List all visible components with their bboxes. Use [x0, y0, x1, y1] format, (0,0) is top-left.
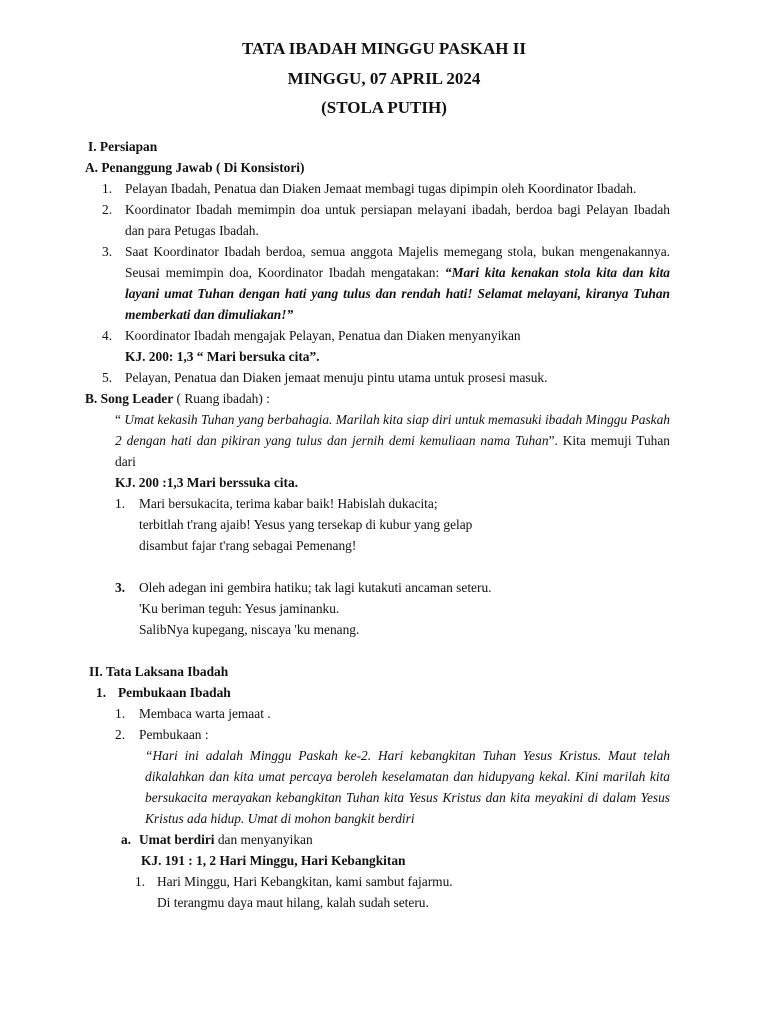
song-leader-quote	[85, 409, 670, 472]
verse-lines	[139, 493, 670, 556]
verse-line: Mari bersukacita, terima kabar baik! Habislah dukacita;	[139, 496, 438, 511]
instruction	[85, 829, 670, 850]
title-line-1: TATA IBADAH MINGGU PASKAH II	[242, 39, 526, 58]
list-item	[85, 178, 670, 199]
section-2-heading: II. Tata Laksana Ibadah	[89, 664, 229, 679]
verse-line: terbitlah t'rang ajaib! Yesus yang tersekap di kubur yang gelap	[139, 517, 473, 532]
section-1-heading: I. Persiapan	[88, 139, 158, 154]
document-title	[0, 34, 768, 123]
verse-line: Hari Minggu, Hari Kebangkitan, kami sambut fajarmu.	[157, 874, 453, 889]
item-text: Pelayan, Penatua dan Diaken jemaat menuju pintu utama untuk prosesi masuk.	[125, 370, 548, 385]
list-item	[85, 241, 670, 325]
list-item	[85, 724, 670, 745]
part-b-heading	[85, 388, 670, 409]
item-number: 3.	[102, 244, 113, 259]
verse-line: disambut fajar t'rang sebagai Pemenang!	[139, 538, 357, 553]
opening-quote: “Hari ini adalah Minggu Paskah ke-2. Hari kebangkitan Tuhan Yesus Kristus. Maut telah dikalahkan dan kita umat percaya beroleh keselamatan dan hidupyang kekal. Kini marilah kita bersukacita merayakan kebangkitan Tuhan kita Yesus Kristus dan kita meyakini di dalam Yesus Kristus ada hidup. Umat di mohon bangkit berdiri	[145, 748, 670, 826]
verse-line: Oleh adegan ini gembira hatiku; tak lagi kutakuti ancaman seteru.	[139, 580, 492, 595]
item-number: 4.	[102, 328, 113, 343]
verse-number: 1.	[135, 874, 146, 889]
song-reference: KJ. 200 :1,3 Mari berssuka cita.	[115, 475, 298, 490]
list-item	[85, 325, 670, 367]
item-text: Pembukaan :	[139, 727, 209, 742]
song-reference: KJ. 191 : 1, 2 Hari Minggu, Hari Kebangkitan	[141, 853, 406, 868]
document-body	[85, 136, 670, 913]
list-item	[85, 367, 670, 388]
verse-lines	[157, 871, 670, 913]
part-b-title: B. Song Leader	[85, 391, 174, 406]
title-line-3: (STOLA PUTIH)	[321, 98, 447, 117]
part-b-note: ( Ruang ibadah) :	[173, 391, 270, 406]
verse	[85, 577, 670, 640]
item-text	[125, 241, 670, 325]
verse-lines	[139, 577, 670, 640]
item-number: 1.	[102, 181, 113, 196]
list-item	[85, 199, 670, 241]
verse-line: 'Ku beriman teguh: Yesus jaminanku.	[139, 601, 340, 616]
item-text: Pelayan Ibadah, Penatua dan Diaken Jemaat membagi tugas dipimpin oleh Koordinator Ibadah.	[125, 181, 637, 196]
title-line-2: MINGGU, 07 APRIL 2024	[287, 68, 481, 88]
item-number: 1.	[115, 706, 126, 721]
quote-close: ”. Kita memuji Tuhan dari	[115, 433, 670, 469]
blessing-quote: “Mari kita kenakan stola kita dan kita layani umat Tuhan dengan hati yang tulus dan rendah hati! Selamat melayani, kiranya Tuhan memberkati dan dimuliakan!”	[125, 265, 671, 322]
item-text	[125, 325, 670, 367]
verse	[85, 871, 670, 913]
item-number: 2.	[102, 202, 113, 217]
list-item	[85, 703, 670, 724]
verse-number: 1.	[115, 496, 126, 511]
item-text: Membaca warta jemaat .	[139, 706, 271, 721]
item-text: Koordinator Ibadah memimpin doa untuk persiapan melayani ibadah, berdoa bagi Pelayan Ibadah dan para Petugas Ibadah.	[125, 202, 670, 238]
song-reference: KJ. 200: 1,3 “ Mari bersuka cita”.	[125, 349, 320, 364]
quote-open: “	[115, 412, 125, 427]
quote-text: Umat kekasih Tuhan yang berbahagia. Marilah kita siap diri untuk memasuki ibadah Minggu Paskah 2 dengan hati dan pikiran yang tulus dan jernih demi kemuliaan nama Tuhan	[115, 412, 670, 448]
item-text-plain: Koordinator Ibadah mengajak Pelayan, Penatua dan Diaken menyanyikan	[125, 328, 521, 343]
item-text-plain: Saat Koordinator Ibadah berdoa, semua anggota Majelis memegang stola, bukan mengenakannya. Seusai memimpin doa, Koordinator Ibadah mengatakan:	[125, 244, 670, 280]
part-a-heading: A. Penanggung Jawab ( Di Konsistori)	[85, 160, 305, 175]
item-number: 5.	[102, 370, 113, 385]
verse-line: Di terangmu daya maut hilang, kalah sudah seteru.	[157, 895, 429, 910]
subsection-title: Pembukaan Ibadah	[118, 685, 231, 700]
instruction-rest: dan menyanyikan	[214, 832, 313, 847]
verse	[85, 493, 670, 556]
verse-line: SalibNya kupegang, niscaya 'ku menang.	[139, 622, 360, 637]
item-number: 2.	[115, 727, 126, 742]
instruction-bold: Umat berdiri	[139, 832, 215, 847]
instruction-letter: a.	[121, 832, 132, 847]
verse-number: 3.	[115, 580, 126, 595]
subsection-heading	[85, 682, 670, 703]
subsection-number: 1.	[96, 685, 107, 700]
instruction-text	[139, 829, 313, 850]
